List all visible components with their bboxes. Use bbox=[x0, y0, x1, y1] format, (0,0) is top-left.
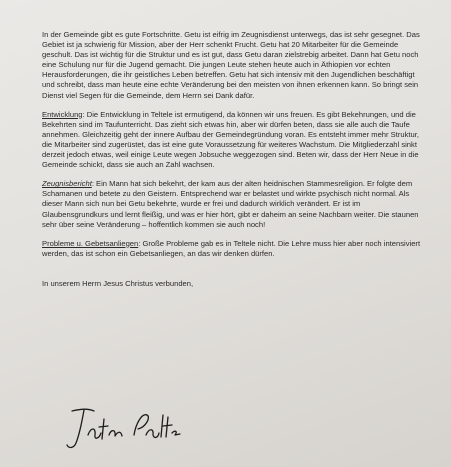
intro-paragraph: In der Gemeinde gibt es gute Fortschritte. Getu ist eifrig im Zeugnisdienst unterwegs, das ist sehr gesegnet. Das Gebiet ist ja schwierig für Mission, aber der Herr schenkt Frucht. Getu hat 20 Mitarbeiter für die Gemeinde geschult. Das ist wichtig für die Struktur und es ist gut, dass Getu daran zielstrebig arbeitet. Dann hat Getu noch eine Schulung nur für die Jugend gemacht. Die jungen Leute stehen heute auch in Äthiopien vor echten Herausforderungen, die ihr geistliches Leben betreffen. Getu hat sich intensiv mit den Jugendlichen beschäftigt und schreibt, dass man heute eine echte Veränderung bei den meisten von ihnen erkennen kann. So bringt sein Dienst viel Segen für die Gemeinde, dem Herrn sei Dank dafür. bbox=[42, 30, 420, 100]
closing-line: In unserem Herrn Jesus Christus verbunden, bbox=[42, 278, 194, 288]
development-text: : Die Entwicklung in Teltele ist ermutigend, da können wir uns freuen. Es gibt Bekehrungen, und die Bekehrten sind im Taufunterricht. Das zieht sich etwas hin, aber wir dürfen beten, dass sie alle auch die Taufe annehmen. Gleichzeitig geht der innere Aufbau der Gemeindegründung voran. Es entsteht immer mehr Struktur, die Mitarbeiter sind zugerüstet, das ist eine gute Voraussetzung für weiteres Wachstum. Die Mitgliederzahl sinkt derzeit jedoch etwas, weil einige Leute wegen Jobsuche weggezogen sind. Beten wir, dass der Herr Neue in die Gemeinde schickt, dass sie auch an Zahl wachsen. bbox=[42, 109, 419, 170]
problems-paragraph bbox=[42, 239, 421, 259]
problems-heading: Probleme u. Gebetsanliegen bbox=[42, 238, 139, 248]
testimony-paragraph bbox=[42, 179, 421, 229]
testimony-text: : Ein Mann hat sich bekehrt, der kam aus der alten heidnischen Stammesreligion. Er folgte dem Schamanen und betete zu den Geistern. Entsprechend war er belastet und wirkte psychisch nicht normal. Als dieser Mann sich nun bei Getu bekehrte, wurde er frei und dadurch wirklich verändert. Er ist im Glaubensgrundkurs und lernt fleißig, und was er hier hört, gibt er daheim an seine Nachbarn weiter. Die staunen sehr über seine Veränderung – hoffentlich kommen sie auch noch! bbox=[42, 179, 419, 229]
development-paragraph bbox=[42, 110, 421, 171]
development-heading: Entwicklung bbox=[42, 109, 83, 119]
problems-text: : Große Probleme gab es in Teltele nicht. Die Lehre muss hier aber noch intensiviert werden, das ist schon ein Gebetsanliegen, an das wir denken dürfen. bbox=[42, 238, 421, 258]
handwritten-signature bbox=[62, 405, 182, 455]
testimony-heading: Zeugnisbericht bbox=[42, 179, 92, 189]
